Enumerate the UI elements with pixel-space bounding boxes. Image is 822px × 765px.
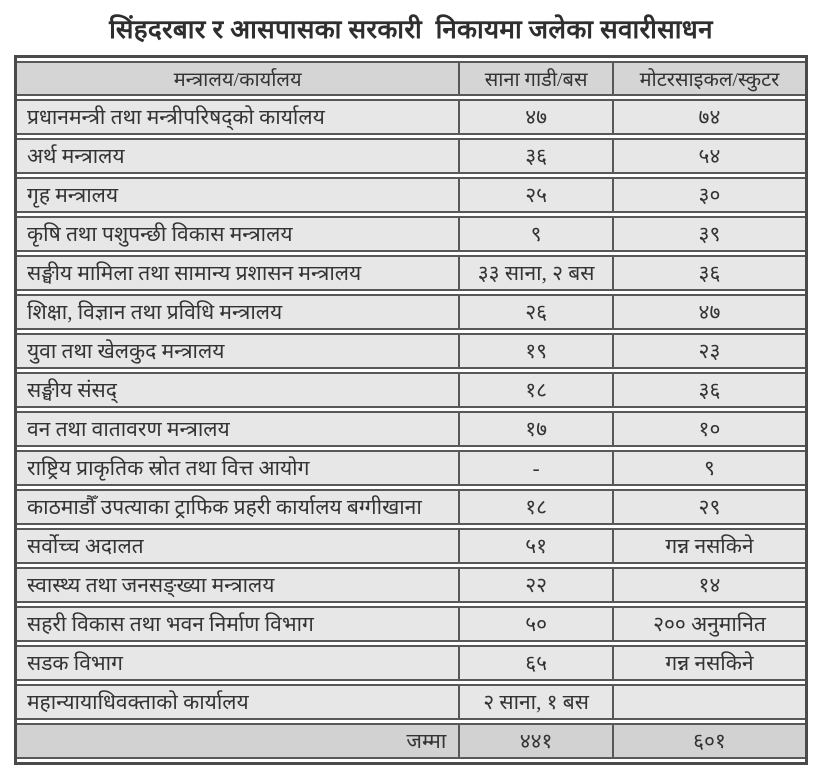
table-row [17, 645, 805, 681]
office-name: गृह मन्त्रालय [17, 177, 458, 213]
small-vehicles-count: २५ [458, 177, 612, 213]
burned-vehicles-table [14, 55, 808, 765]
small-vehicles-count: ६५ [458, 645, 612, 681]
motorcycles-count: ३९ [612, 216, 805, 252]
table-row [17, 450, 805, 486]
table-row [17, 294, 805, 330]
motorcycles-count [612, 684, 805, 720]
motorcycles-count: १४ [612, 567, 805, 603]
office-name: वन तथा वातावरण मन्त्रालय [17, 411, 458, 447]
table-row [17, 99, 805, 135]
header-small-vehicles: साना गाडी/बस [458, 61, 612, 96]
table-row [17, 255, 805, 291]
small-vehicles-count: २६ [458, 294, 612, 330]
motorcycles-count: २०० अनुमानित [612, 606, 805, 642]
motorcycles-count: ५४ [612, 138, 805, 174]
table-row [17, 567, 805, 603]
motorcycles-count: ७४ [612, 99, 805, 135]
motorcycles-count: गन्न नसकिने [612, 528, 805, 564]
table-row [17, 216, 805, 252]
office-name: काठमाडौँ उपत्याका ट्राफिक प्रहरी कार्यालय बग्गीखाना [17, 489, 458, 525]
office-name: युवा तथा खेलकुद मन्त्रालय [17, 333, 458, 369]
small-vehicles-count: १८ [458, 489, 612, 525]
office-name: सहरी विकास तथा भवन निर्माण विभाग [17, 606, 458, 642]
table-row [17, 528, 805, 564]
motorcycles-count: २९ [612, 489, 805, 525]
motorcycles-count: ९ [612, 450, 805, 486]
office-name: सर्वोच्च अदालत [17, 528, 458, 564]
small-vehicles-count: १८ [458, 372, 612, 408]
office-name: सङ्घीय मामिला तथा सामान्य प्रशासन मन्त्रालय [17, 255, 458, 291]
total-label: जम्मा [17, 723, 458, 759]
table-row [17, 372, 805, 408]
small-vehicles-count: ३६ [458, 138, 612, 174]
office-name: सङ्घीय संसद् [17, 372, 458, 408]
total-motorcycles: ६०१ [612, 723, 805, 759]
motorcycles-count: ३६ [612, 255, 805, 291]
office-name: महान्यायाधिवक्ताको कार्यालय [17, 684, 458, 720]
table-row [17, 411, 805, 447]
small-vehicles-count: १७ [458, 411, 612, 447]
small-vehicles-count: २२ [458, 567, 612, 603]
total-small-vehicles: ४४१ [458, 723, 612, 759]
office-name: स्वास्थ्य तथा जनसङ्ख्या मन्त्रालय [17, 567, 458, 603]
motorcycles-count: २३ [612, 333, 805, 369]
small-vehicles-count: ५० [458, 606, 612, 642]
total-row [17, 723, 805, 759]
table-row [17, 606, 805, 642]
office-name: सडक विभाग [17, 645, 458, 681]
motorcycles-count: ३६ [612, 372, 805, 408]
small-vehicles-count: - [458, 450, 612, 486]
header-row [17, 61, 805, 96]
motorcycles-count: ३० [612, 177, 805, 213]
small-vehicles-count: ४७ [458, 99, 612, 135]
office-name: प्रधानमन्त्री तथा मन्त्रीपरिषद्को कार्यालय [17, 99, 458, 135]
motorcycles-count: १० [612, 411, 805, 447]
small-vehicles-count: २ साना, १ बस [458, 684, 612, 720]
table-row [17, 489, 805, 525]
office-name: अर्थ मन्त्रालय [17, 138, 458, 174]
table-row [17, 333, 805, 369]
page-title: सिंहदरबार र आसपासका सरकारी निकायमा जलेका सवारीसाधन [109, 15, 713, 44]
motorcycles-count: ४७ [612, 294, 805, 330]
office-name: शिक्षा, विज्ञान तथा प्रविधि मन्त्रालय [17, 294, 458, 330]
office-name: कृषि तथा पशुपन्छी विकास मन्त्रालय [17, 216, 458, 252]
table-row [17, 177, 805, 213]
header-motorcycles: मोटरसाइकल/स्कुटर [612, 61, 805, 96]
table-row [17, 138, 805, 174]
small-vehicles-count: १९ [458, 333, 612, 369]
small-vehicles-count: ९ [458, 216, 612, 252]
motorcycles-count: गन्न नसकिने [612, 645, 805, 681]
table-row [17, 684, 805, 720]
header-office: मन्त्रालय/कार्यालय [17, 61, 458, 96]
small-vehicles-count: ५१ [458, 528, 612, 564]
office-name: राष्ट्रिय प्राकृतिक स्रोत तथा वित्त आयोग [17, 450, 458, 486]
small-vehicles-count: ३३ साना, २ बस [458, 255, 612, 291]
